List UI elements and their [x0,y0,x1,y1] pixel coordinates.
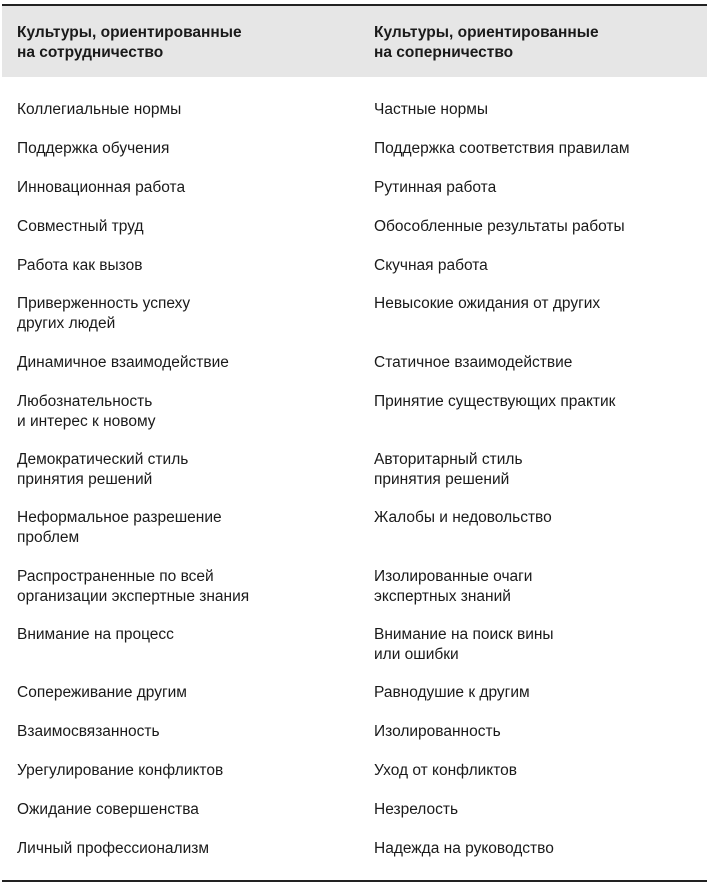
cell-collaborative: Коллегиальные нормы [17,101,182,118]
cell-collaborative: Внимание на процесс [17,626,174,643]
cell-competitive: Рутинная работа [374,179,497,196]
cell-competitive: Надежда на руководство [374,840,554,857]
cell-competitive: Внимание на поиск вины или ошибки [374,626,554,663]
cell-competitive: Авторитарный стиль принятия решений [374,451,523,488]
cell-collaborative: Работа как вызов [17,257,143,274]
cell-competitive: Равнодушие к другим [374,684,530,701]
cell-competitive: Частные нормы [374,101,489,118]
cell-collaborative: Динамичное взаимодействие [17,354,229,371]
header-collaborative: Культуры, ориентированные на сотрудничество [17,24,242,61]
cell-collaborative: Приверженность успеху других людей [17,295,191,332]
cell-collaborative: Демократический стиль принятия решений [17,451,189,488]
cell-collaborative: Сопереживание другим [17,684,187,701]
header-competitive: Культуры, ориентированные на соперничество [374,24,599,61]
cell-collaborative: Распространенные по всей организации экспертные знания [17,568,250,605]
cell-collaborative: Инновационная работа [17,179,186,196]
cell-competitive: Невысокие ожидания от других [374,295,601,312]
cell-competitive: Обособленные результаты работы [374,218,625,235]
cell-competitive: Принятие существующих практик [374,393,616,410]
cell-competitive: Уход от конфликтов [374,762,518,779]
cell-competitive: Жалобы и недовольство [374,509,552,526]
cell-competitive: Поддержка соответствия правилам [374,140,630,157]
cell-collaborative: Ожидание совершенства [17,801,199,818]
cell-competitive: Незрелость [374,801,459,818]
cell-competitive: Изолированность [374,723,501,740]
cell-collaborative: Совместный труд [17,218,144,235]
cell-collaborative: Личный профессионализм [17,840,210,857]
cell-competitive: Скучная работа [374,257,488,274]
cell-collaborative: Взаимосвязанность [17,723,160,740]
cell-collaborative: Урегулирование конфликтов [17,762,224,779]
cell-collaborative: Неформальное разрешение проблем [17,509,222,546]
cell-competitive: Изолированные очаги экспертных знаний [374,568,533,605]
cell-collaborative: Поддержка обучения [17,140,170,157]
bottom-rule [2,880,707,882]
cell-collaborative: Любознательность и интерес к новому [17,393,156,430]
cell-competitive: Статичное взаимодействие [374,354,573,371]
